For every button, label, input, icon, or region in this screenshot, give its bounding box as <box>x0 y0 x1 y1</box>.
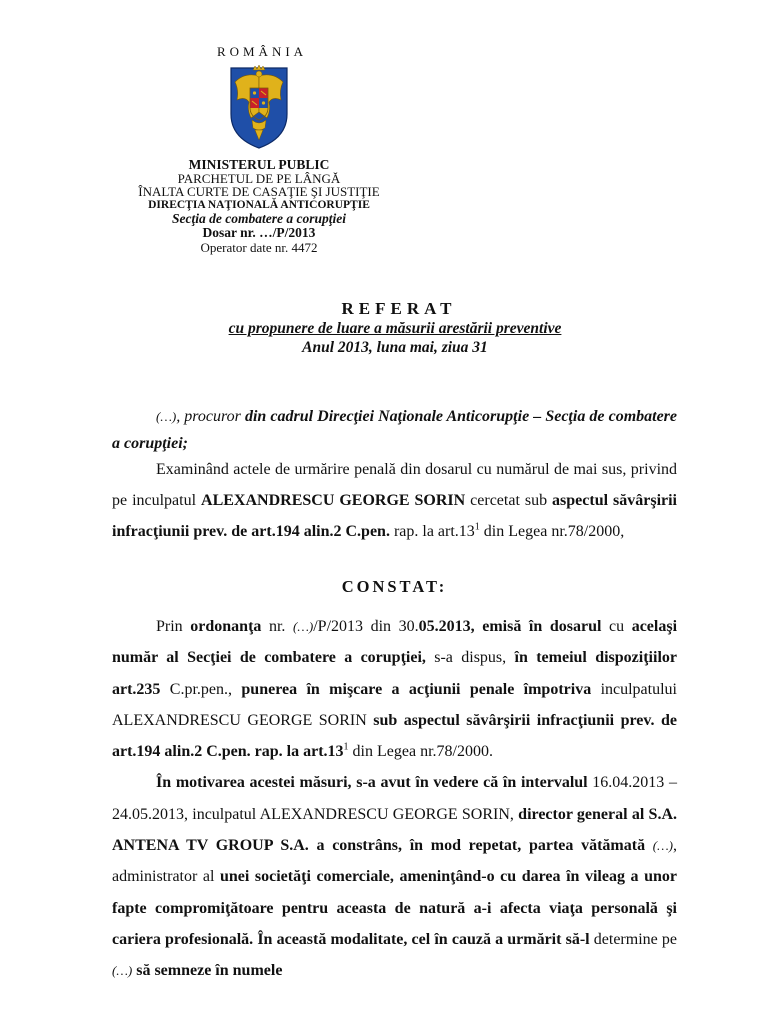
document-title-block <box>110 299 680 357</box>
redacted-placeholder: (…) <box>293 619 314 634</box>
defendant-name: ALEXANDRESCU GEORGE SORIN <box>112 711 367 729</box>
court-name: ÎNALTA CURTE DE CASAŢIE ŞI JUSTIŢIE <box>138 184 380 199</box>
document-date: Anul 2013, luna mai, ziua 31 <box>302 339 488 356</box>
file-number: Dosar nr. …/P/2013 <box>202 224 316 240</box>
prosecutor-office-line: PARCHETUL DE PE LÂNGĂ <box>177 170 341 186</box>
redacted-placeholder: (…) <box>112 963 133 979</box>
document-subtitle: cu propunere de luare a măsurii arestării preventive <box>228 320 562 337</box>
ordinance-paragraph: Prin ordonanţa nr. (…)/P/2013 din 30.05.2013, emisă în dosarul cu acelaşi număr al Secţiei de combatere a corupţiei, s-a dispus, în temeiul dispoziţiilor art.235 C.pr.pen., punerea în mişcare a acţiunii penale împotriva inculpatului ALEXANDRESCU GEORGE SORIN sub aspectul săvârşirii infracţiunii prev. de art.194 alin.2 C.pen. rap. la $art.13^1$ din Legea nr.78/2000. <box>112 618 678 761</box>
examination-paragraph: Examinând actele de urmărire penală din dosarul cu numărul de mai sus, privind pe inculpatul ALEXANDRESCU GEORGE SORIN cercetat sub aspectul săvârşirii infracţiunii prev. de art.194 alin.2 C.pen. rap. la $art.13^1$ din Legea nr.78/2000, <box>112 461 678 540</box>
intro-paragraph: (…), procuror din cadrul Direcţiei Naţionale Anticorupţie – Secţia de combatere a corupţiei; <box>112 408 678 452</box>
motivation-paragraph: În motivarea acestei măsuri, s-a avut în vedere că în intervalul 16.04.2013 – 24.05.2013, inculpatul ALEXANDRESCU GEORGE SORIN, director general al S.A. ANTENA TV GROUP S.A. a constrâns, în mod repetat, partea vătămată (…), administrator al unei societăţi comerciale, ameninţând-o cu darea în vileag a unor fapte compromiţătoare pentru aceasta de natură a-i afecta viaţa personală şi cariera profesională. În această modalitate, cel în cauză a urmărit să-l determine pe (…) să semneze în numele <box>112 774 678 980</box>
country-label: ROMÂNIA <box>216 44 308 59</box>
redacted-placeholder: (…) <box>156 409 177 424</box>
document-title: REFERAT <box>341 299 457 318</box>
document-body <box>112 403 677 547</box>
data-operator-number: Operator date nr. 4472 <box>200 240 318 255</box>
ministry-name: MINISTERUL PUBLIC <box>188 157 330 172</box>
defendant-name: ALEXANDRESCU GEORGE SORIN <box>201 492 466 509</box>
section-name: Secţia de combatere a corupţiei <box>172 211 346 226</box>
document-body-continued <box>112 611 677 987</box>
redacted-placeholder: (…) <box>652 838 673 854</box>
directorate-name: DIRECŢIA NAŢIONALĂ ANTICORUPŢIE <box>148 198 370 211</box>
letterhead <box>114 44 404 255</box>
coat-of-arms-icon <box>225 62 293 150</box>
constat-heading: CONSTAT: <box>341 577 448 596</box>
